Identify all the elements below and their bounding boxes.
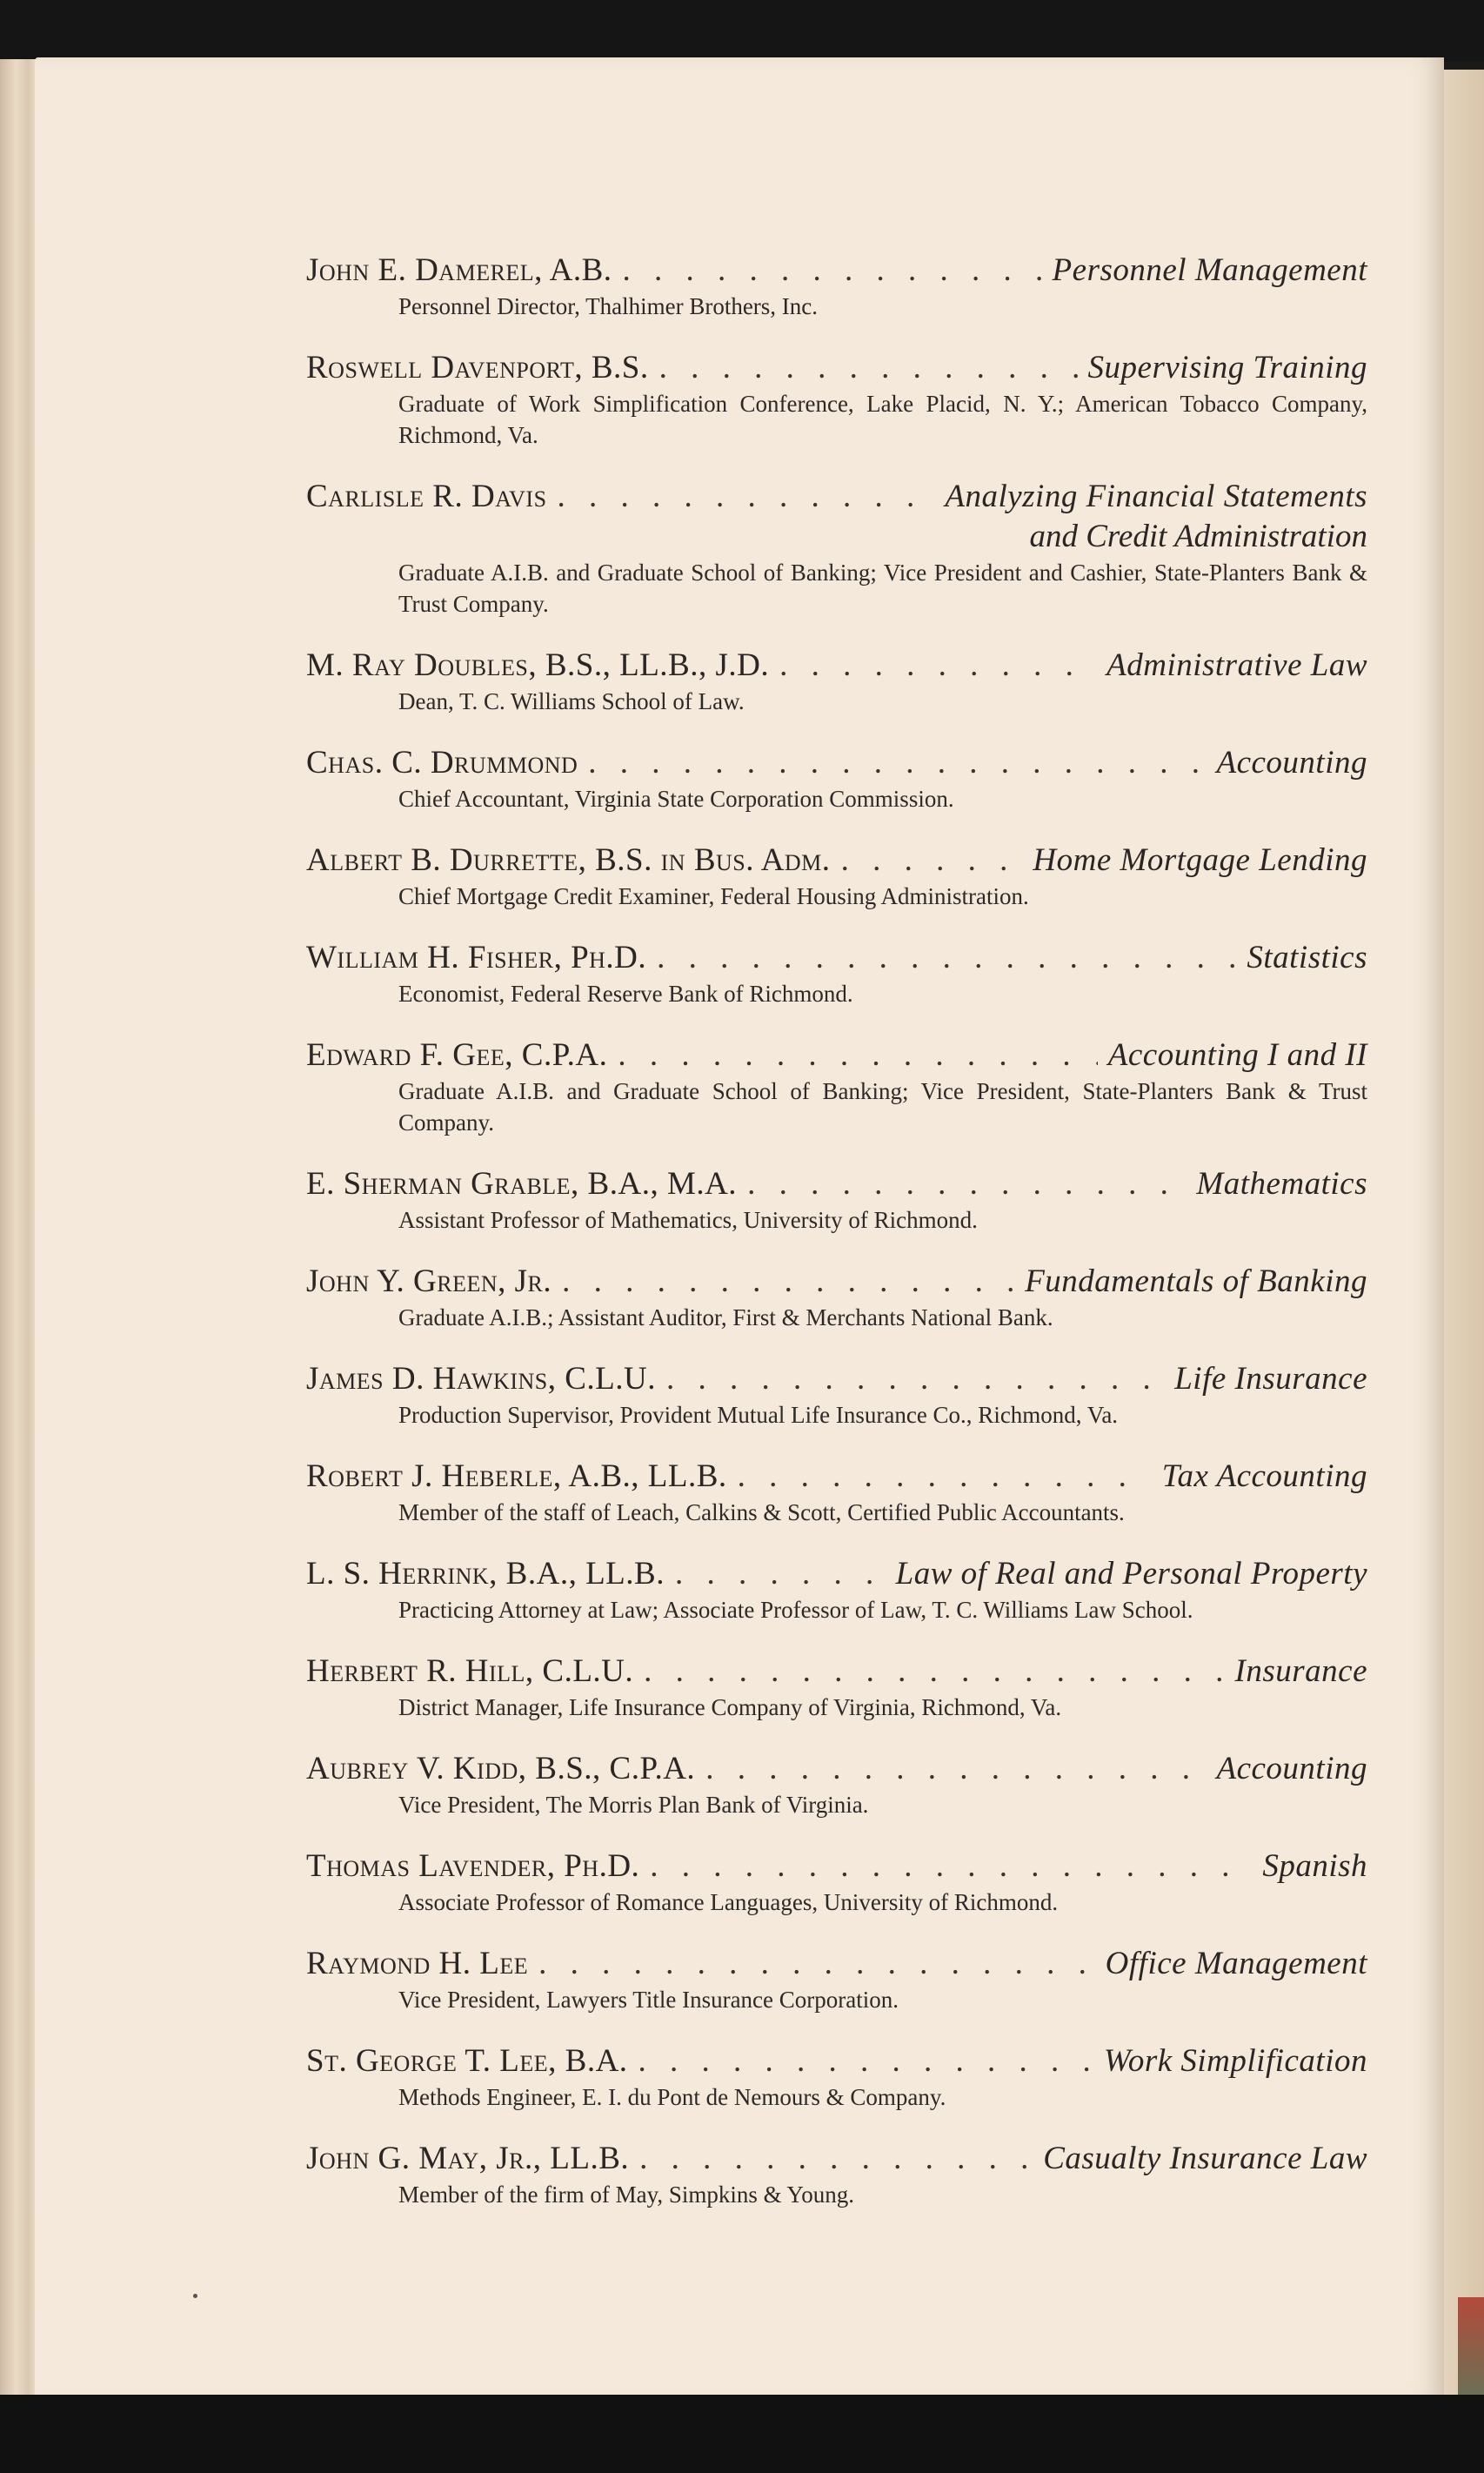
faculty-description: Chief Accountant, Virginia State Corporation Commission. [398,786,954,812]
course-subject: Spanish [1262,1848,1367,1884]
faculty-name: Robert J. Heberle, A.B., LL.B. [306,1458,727,1494]
faculty-entry [306,743,1367,814]
dot-leader [644,1652,1224,1692]
course-subject: Fundamentals of Banking [1025,1263,1367,1299]
faculty-entry [306,348,1367,451]
faculty-entry [306,646,1367,717]
dot-leader [841,841,1023,881]
faculty-entry [306,1944,1367,2015]
faculty-name: Roswell Davenport, B.S. [306,350,649,385]
faculty-name: Chas. C. Drummond [306,745,578,781]
faculty-name: St. George T. Lee, B.A. [306,2043,628,2079]
dot-leader [650,1846,1252,1887]
faculty-description: Practicing Attorney at Law; Associate Professor of Law, T. C. Williams Law School. [398,1597,1193,1623]
faculty-name: James D. Hawkins, C.L.U. [306,1361,656,1397]
dot-leader [623,251,1042,291]
faculty-description: Assistant Professor of Mathematics, University of Richmond. [398,1207,978,1233]
faculty-description: Methods Engineer, E. I. du Pont de Nemours & Company. [398,2084,946,2110]
faculty-entry [306,1262,1367,1333]
faculty-name: William H. Fisher, Ph.D. [306,940,647,975]
dot-leader [666,1359,1164,1399]
faculty-entry [306,1035,1367,1138]
course-subject: Personnel Management [1052,252,1367,288]
faculty-entry [306,1359,1367,1431]
faculty-description: Vice President, The Morris Plan Bank of Virginia. [398,1792,869,1818]
dot-leader [659,348,1078,388]
faculty-list [306,251,1367,2236]
scan-top-border [0,0,1484,61]
faculty-description: Economist, Federal Reserve Bank of Richmond. [398,981,853,1007]
faculty-description: Dean, T. C. Williams School of Law. [398,688,745,714]
faculty-description: Graduate of Work Simplification Conference, Lake Placid, N. Y.; American Tobacco Company, Richmond, Va. [398,391,1367,448]
faculty-entry [306,1846,1367,1918]
faculty-description: Graduate A.I.B. and Graduate School of Banking; Vice President and Cashier, State-Planters Bank & Trust Company. [398,560,1367,617]
faculty-name: John G. May, Jr., LL.B. [306,2141,630,2176]
course-subject: Supervising Training [1087,350,1367,385]
faculty-name: Raymond H. Lee [306,1946,529,1981]
faculty-name: Herbert R. Hill, C.L.U. [306,1653,634,1689]
faculty-description: Associate Professor of Romance Languages, University of Richmond. [398,1889,1059,1915]
faculty-entry [306,938,1367,1009]
faculty-description: Vice President, Lawyers Title Insurance Corporation. [398,1987,899,2013]
faculty-name: E. Sherman Grable, B.A., M.A. [306,1166,738,1202]
dot-leader [779,646,1096,686]
faculty-name: Carlisle R. Davis [306,479,547,514]
dot-leader [558,477,935,517]
dot-leader [705,1749,1206,1789]
faculty-description: District Manager, Life Insurance Company of Virginia, Richmond, Va. [398,1694,1062,1720]
course-subject: Home Mortgage Lending [1033,842,1367,878]
faculty-entry [306,2139,1367,2210]
dot-leader [562,1262,1014,1302]
dot-leader [657,938,1236,978]
faculty-name: Aubrey V. Kidd, B.S., C.P.A. [306,1751,696,1786]
dot-leader [675,1554,886,1594]
faculty-description: Graduate A.I.B.; Assistant Auditor, First & Merchants National Bank. [398,1304,1053,1330]
faculty-name: L. S. Herrink, B.A., LL.B. [306,1556,665,1592]
course-subject-continued: and Credit Administration [1029,519,1367,554]
faculty-name: Thomas Lavender, Ph.D. [306,1848,640,1884]
course-subject: Administrative Law [1106,647,1367,683]
faculty-description: Member of the firm of May, Simpkins & Young. [398,2181,854,2208]
faculty-entry [306,1554,1367,1625]
dot-leader [618,1035,1097,1076]
faculty-entry [306,841,1367,912]
course-subject: Accounting [1216,745,1367,781]
course-subject: Work Simplification [1103,2043,1367,2079]
dot-leader [639,2139,1033,2179]
faculty-entry [306,2041,1367,2113]
faculty-entry [306,1652,1367,1723]
course-subject: Insurance [1234,1653,1367,1689]
course-subject: Life Insurance [1174,1361,1367,1397]
course-subject: Analyzing Financial Statements [945,479,1367,514]
dot-leader [538,1944,1095,1984]
course-subject: Accounting I and II [1107,1037,1367,1073]
faculty-entry [306,1164,1367,1236]
faculty-name: Edward F. Gee, C.P.A. [306,1037,608,1073]
faculty-entry [306,1457,1367,1528]
dot-leader [588,743,1206,783]
faculty-name: John E. Damerel, A.B. [306,252,612,288]
faculty-name: Albert B. Durrette, B.S. in Bus. Adm. [306,842,831,878]
course-subject: Law of Real and Personal Property [895,1556,1367,1592]
dot-leader [738,1457,1152,1497]
paper-speck [193,2294,197,2298]
faculty-entry [306,1749,1367,1820]
course-subject: Accounting [1216,1751,1367,1786]
scan-bottom-border [0,2395,1484,2473]
faculty-description: Personnel Director, Thalhimer Brothers, Inc. [398,293,819,319]
course-subject: Tax Accounting [1161,1458,1367,1494]
faculty-entry [306,477,1367,620]
faculty-description: Production Supervisor, Provident Mutual Life Insurance Co., Richmond, Va. [398,1402,1119,1428]
course-subject: Office Management [1105,1946,1367,1981]
course-subject: Statistics [1247,940,1367,975]
faculty-entry [306,251,1367,322]
faculty-description: Graduate A.I.B. and Graduate School of Banking; Vice President, State-Planters Bank & Trust Company. [398,1078,1367,1136]
course-subject: Casualty Insurance Law [1043,2141,1367,2176]
dot-leader [638,2041,1093,2081]
dot-leader [747,1164,1186,1204]
course-subject: Mathematics [1196,1166,1367,1202]
faculty-name: John Y. Green, Jr. [306,1263,552,1299]
faculty-description: Member of the staff of Leach, Calkins & Scott, Certified Public Accountants. [398,1499,1125,1525]
faculty-description: Chief Mortgage Credit Examiner, Federal Housing Administration. [398,883,1029,909]
faculty-name: M. Ray Doubles, B.S., LL.B., J.D. [306,647,770,683]
